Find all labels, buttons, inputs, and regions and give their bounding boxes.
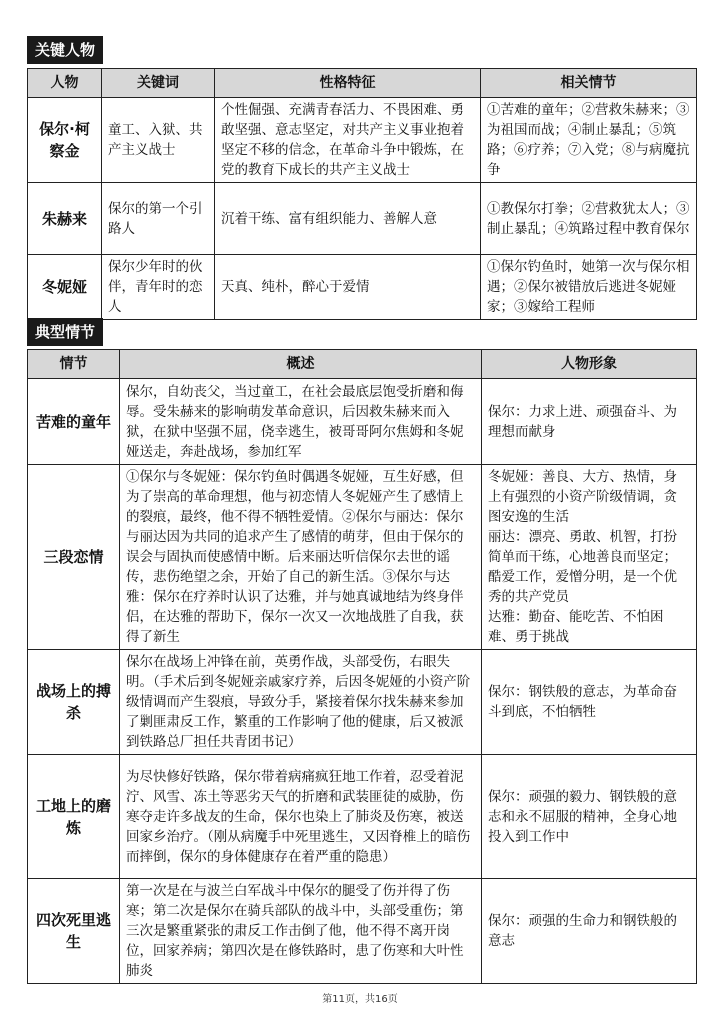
table-row: [28, 465, 697, 650]
header-image: 人物形象: [482, 350, 697, 379]
character-plots: ①苦难的童年；②营救朱赫来；③为祖国而战；④制止暴乱；⑤筑路；⑥疗养；⑦入党；⑧与病魔抗争: [481, 98, 697, 183]
character-keywords: 童工、入狱、共产主义战士: [102, 98, 215, 183]
header-summary: 概述: [120, 350, 482, 379]
plot-image: 保尔：力求上进、顽强奋斗、为理想而献身: [482, 379, 697, 465]
section-title-typical-plots: 典型情节: [27, 318, 103, 346]
table-row: [28, 650, 697, 755]
table-header-row: [28, 350, 697, 379]
header-plots: 相关情节: [481, 69, 697, 98]
table-row: [28, 98, 697, 183]
plot-image: 保尔：顽强的毅力、钢铁般的意志和永不屈服的精神，全身心地投入到工作中: [482, 755, 697, 879]
character-plots: ①教保尔打拳；②营救犹太人；③制止暴乱；④筑路过程中教育保尔: [481, 183, 697, 255]
table-row: [28, 879, 697, 984]
page-footer: 第11页，共16页: [322, 994, 398, 1005]
plot-summary: 保尔在战场上冲锋在前，英勇作战，头部受伤，右眼失明。（手术后到冬妮娅亲戚家疗养，后因冬妮娅的小资产阶级情调而产生裂痕，导致分手，紧接着保尔找朱赫来参加了剿匪肃反工作，繁重的工作影响了他的健康，后又被派到铁路总厂担任共青团书记）: [120, 650, 482, 755]
table-row: [28, 255, 697, 320]
plot-summary: ①保尔与冬妮娅：保尔钓鱼时偶遇冬妮娅，互生好感，但为了崇高的革命理想，他与初恋情人冬妮娅产生了感情上的裂痕，最终，他不得不牺牲爱情。②保尔与丽达：保尔与丽达因为共同的追求产生了感情的萌芽，但由于保尔的误会与固执而使感情中断。后来丽达听信保尔去世的谣传，悲伤绝望之余，开始了自己的新生活。③保尔与达雅：保尔在疗养时认识了达雅，并与她真诚地结为终身伴侣，在达雅的帮助下，保尔一次又一次地战胜了自我，获得了新生: [120, 465, 482, 650]
plot-name: 战场上的搏杀: [28, 650, 120, 755]
table-row: [28, 755, 697, 879]
character-traits: 个性倔强、充满青春活力、不畏困难、勇敢坚强、意志坚定，对共产主义事业抱着坚定不移的信念，在革命斗争中锻炼，在党的教育下成长的共产主义战士: [215, 98, 481, 183]
table-row: [28, 183, 697, 255]
section-title-key-characters: 关键人物: [27, 36, 103, 64]
plot-summary: 第一次是在与波兰白军战斗中保尔的腿受了伤并得了伤寒；第二次是保尔在骑兵部队的战斗中，头部受重伤；第三次是繁重紧张的肃反工作击倒了他，他不得不离开岗位，回家养病；第四次是在修铁路时，患了伤寒和大叶性肺炎: [120, 879, 482, 984]
plot-name: 三段恋情: [28, 465, 120, 650]
plot-name: 四次死里逃生: [28, 879, 120, 984]
character-name: 朱赫来: [28, 183, 102, 255]
plot-image: 冬妮娅：善良、大方、热情，身上有强烈的小资产阶级情调，贪图安逸的生活 丽达：漂亮、勇敢、机智，打扮简单而干练，心地善良而坚定；酷爱工作，爱憎分明，是一个优秀的共产党员 达雅：勤奋、能吃苦、不怕困难、勇于挑战: [482, 465, 697, 650]
plot-summary: 为尽快修好铁路，保尔带着病痛疯狂地工作着，忍受着泥泞、风雪、冻土等恶劣天气的折磨和武装匪徒的威胁，伤寒夺走许多战友的生命，保尔也染上了肺炎及伤寒，被送回家乡治疗。（刚从病魔手中死里逃生，又因脊椎上的暗伤而摔倒，保尔的身体健康存在着严重的隐患）: [120, 755, 482, 879]
plot-image: 保尔：钢铁般的意志，为革命奋斗到底，不怕牺牲: [482, 650, 697, 755]
header-plot: 情节: [28, 350, 120, 379]
character-keywords: 保尔的第一个引路人: [102, 183, 215, 255]
plot-name: 苦难的童年: [28, 379, 120, 465]
character-name: 冬妮娅: [28, 255, 102, 320]
character-plots: ①保尔钓鱼时，她第一次与保尔相遇；②保尔被错放后逃进冬妮娅家；③嫁给工程师: [481, 255, 697, 320]
header-keywords: 关键词: [102, 69, 215, 98]
plot-summary: 保尔，自幼丧父，当过童工，在社会最底层饱受折磨和侮辱。受朱赫来的影响萌发革命意识，后因救朱赫来而入狱，在狱中坚强不屈，侥幸逃生，被哥哥阿尔焦姆和冬妮娅送走，奔赴战场，参加红军: [120, 379, 482, 465]
character-name: 保尔·柯察金: [28, 98, 102, 183]
header-traits: 性格特征: [215, 69, 481, 98]
character-keywords: 保尔少年时的伙伴，青年时的恋人: [102, 255, 215, 320]
typical-plots-table: [27, 349, 697, 984]
header-character: 人物: [28, 69, 102, 98]
key-characters-table: [27, 68, 697, 320]
plot-name: 工地上的磨炼: [28, 755, 120, 879]
plot-image: 保尔：顽强的生命力和钢铁般的意志: [482, 879, 697, 984]
table-header-row: [28, 69, 697, 98]
character-traits: 沉着干练、富有组织能力、善解人意: [215, 183, 481, 255]
table-row: [28, 379, 697, 465]
character-traits: 天真、纯朴，醉心于爱情: [215, 255, 481, 320]
